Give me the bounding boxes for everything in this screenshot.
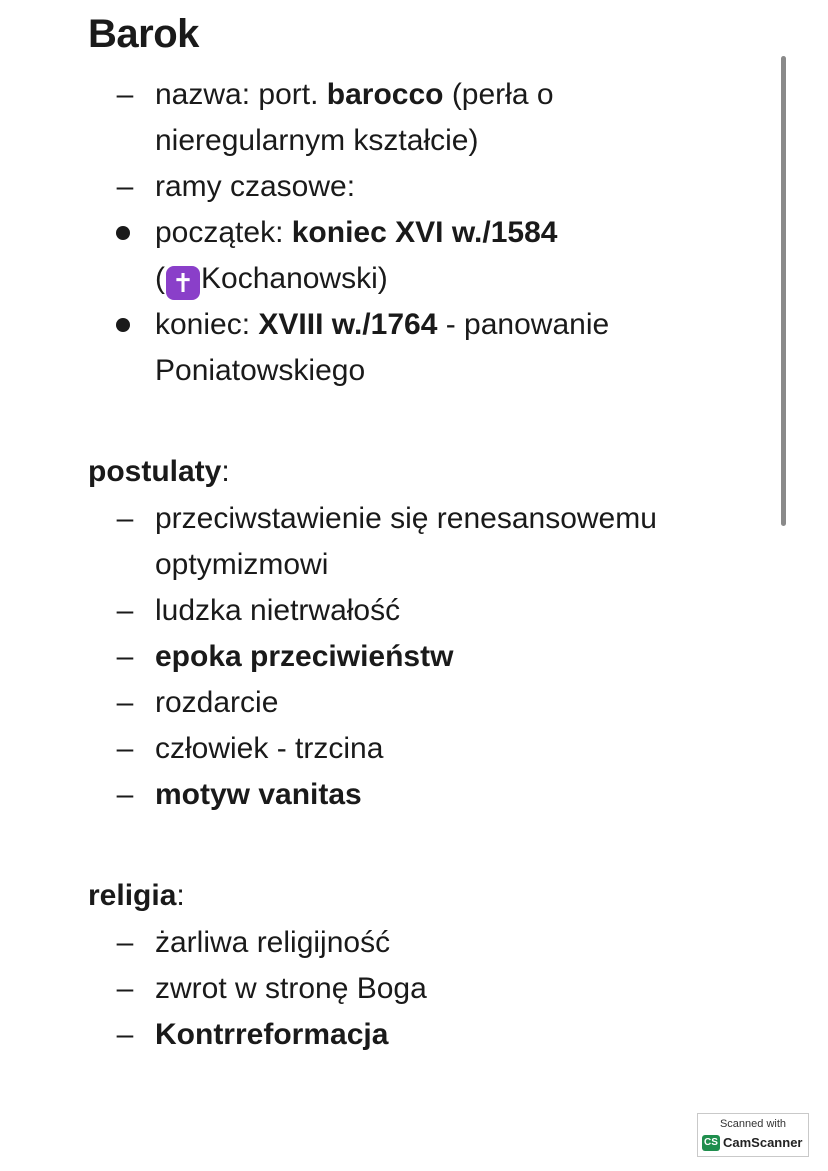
text-run: człowiek - trzcina — [155, 732, 384, 765]
list-item-text — [155, 726, 735, 772]
list-item-text — [155, 164, 735, 210]
line — [155, 302, 735, 348]
text-run: ( — [155, 262, 165, 295]
dash-marker — [110, 588, 140, 634]
bold-text: XVIII w./1764 — [258, 308, 438, 341]
line — [155, 966, 735, 1012]
bold-text: motyw vanitas — [155, 778, 362, 811]
bullet-dot-icon — [110, 210, 140, 240]
list-item-text — [155, 920, 735, 966]
list-item-text — [155, 772, 735, 818]
list-item-text — [155, 302, 735, 394]
line — [155, 496, 735, 542]
text-run: nazwa: port. — [155, 78, 327, 111]
line-continuation: Poniatowskiego — [155, 354, 366, 387]
line — [155, 726, 735, 772]
text-run: - panowanie — [437, 308, 610, 341]
dash-marker — [110, 966, 140, 1012]
religia-heading: religia: — [88, 879, 185, 912]
dash-marker — [110, 164, 140, 210]
line — [155, 588, 735, 634]
dash-marker — [110, 1012, 140, 1058]
bold-text: Kontrreformacja — [155, 1018, 389, 1051]
line-continuation: nieregularnym kształcie) — [155, 124, 479, 157]
list-item-text — [155, 966, 735, 1012]
dash-marker — [110, 680, 140, 726]
line — [155, 634, 735, 680]
page-title: Barok — [88, 12, 199, 56]
list-item-text — [155, 496, 735, 588]
dash-marker — [110, 920, 140, 966]
bold-text: barocco — [326, 78, 444, 111]
line-continuation: optymizmowi — [155, 548, 329, 581]
line — [155, 72, 735, 118]
list-item-text — [155, 72, 735, 164]
latin-cross-icon: ✝ — [166, 266, 200, 300]
list-item-text — [155, 680, 735, 726]
dash-marker — [110, 634, 140, 680]
line — [155, 164, 735, 210]
line — [155, 920, 735, 966]
bold-text: koniec XVI w./1584 — [291, 216, 558, 249]
list-item-text — [155, 210, 735, 302]
line — [155, 210, 735, 256]
text-run: zwrot w stronę Boga — [155, 972, 427, 1005]
text-run: (perła o — [443, 78, 554, 111]
line — [155, 680, 735, 726]
list-item-text — [155, 1012, 735, 1058]
camscanner-logo-icon: CS — [702, 1135, 720, 1151]
line-continuation — [155, 256, 735, 302]
dash-marker — [110, 726, 140, 772]
text-run: koniec: — [155, 308, 259, 341]
list-item-text — [155, 588, 735, 634]
text-run: przeciwstawienie się renesansowemu — [155, 502, 657, 535]
bullet-dot-icon — [110, 302, 140, 332]
postulaty-heading: postulaty: — [88, 455, 230, 488]
dash-marker — [110, 72, 140, 118]
dash-marker — [110, 496, 140, 542]
text-run: Kochanowski) — [201, 262, 388, 295]
list-item-text — [155, 634, 735, 680]
text-run: ramy czasowe: — [155, 170, 356, 203]
line — [155, 1012, 735, 1058]
line — [155, 772, 735, 818]
scrollbar[interactable] — [781, 56, 786, 526]
text-run: początek: — [155, 216, 292, 249]
text-run: ludzka nietrwałość — [155, 594, 401, 627]
dash-marker — [110, 772, 140, 818]
camscanner-watermark: Scanned with CS CamScanner — [697, 1113, 809, 1157]
text-run: rozdarcie — [155, 686, 279, 719]
bold-text: epoka przeciwieństw — [155, 640, 454, 673]
text-run: żarliwa religijność — [155, 926, 391, 959]
